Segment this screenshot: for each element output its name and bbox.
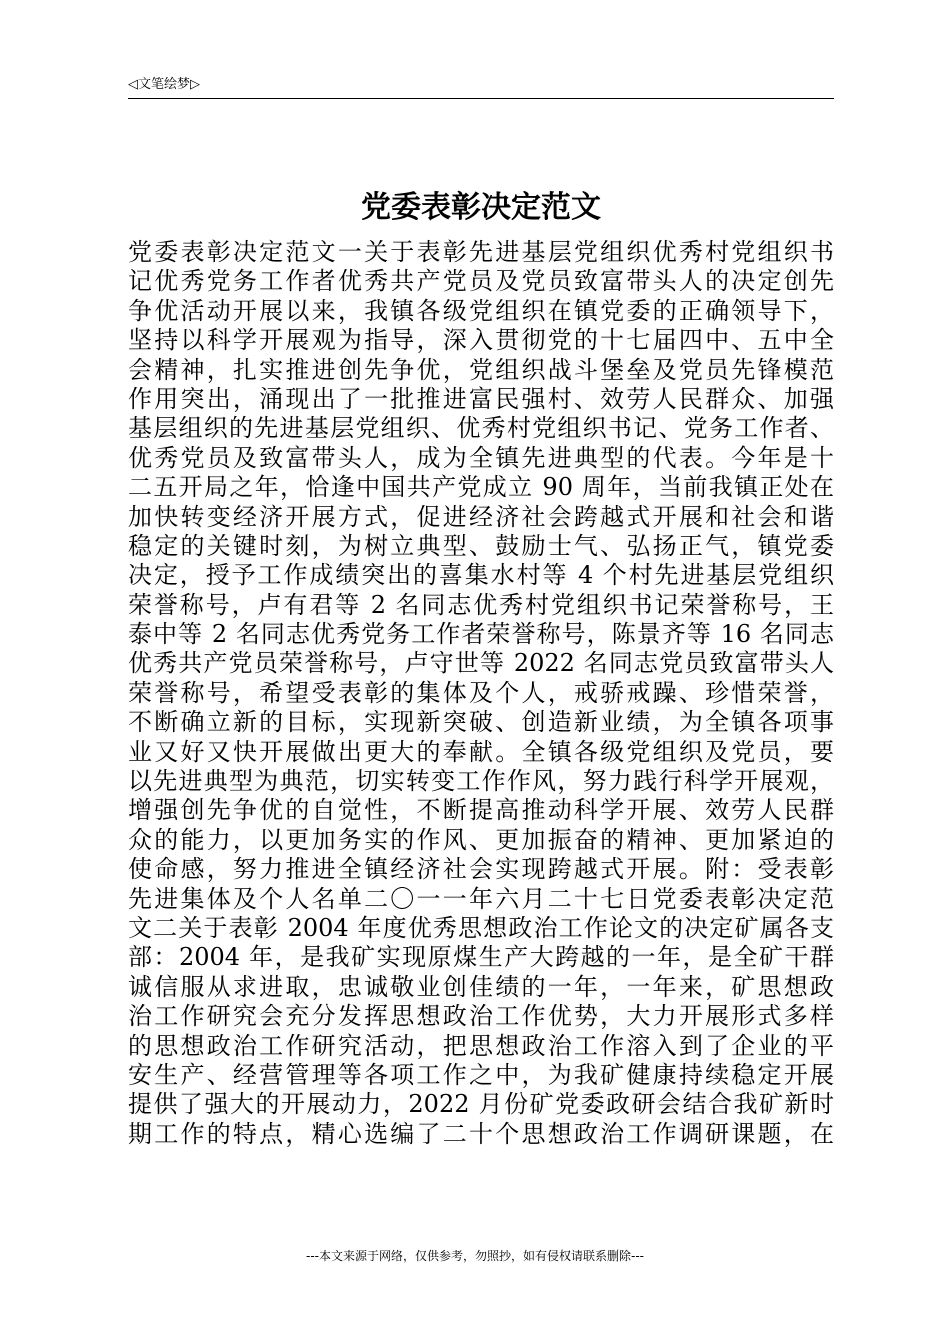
body-line: 加快转变经济开展方式，促进经济社会跨越式开展和社会和谐: [128, 502, 834, 531]
document-body: [128, 238, 834, 1149]
body-line: 荣誉称号，卢有君等 2 名同志优秀村党组织书记荣誉称号，王: [128, 590, 834, 619]
page-footer: ---本文来源于网络，仅供参考，勿照抄，如有侵权请联系删除---: [306, 1249, 644, 1263]
body-line: 增强创先争优的自觉性，不断提高推动科学开展、效劳人民群: [128, 796, 834, 825]
body-line: 以先进典型为典范，切实转变工作作风，努力践行科学开展观，: [128, 767, 834, 796]
body-line: 文二关于表彰 2004 年度优秀思想政治工作论文的决定矿属各支: [128, 913, 834, 942]
body-line: 先进集体及个人名单二〇一一年六月二十七日党委表彰决定范: [128, 884, 834, 913]
body-line: 二五开局之年，恰逢中国共产党成立 90 周年，当前我镇正处在: [128, 473, 834, 502]
body-line: 安生产、经营管理等各项工作之中，为我矿健康持续稳定开展: [128, 1060, 834, 1089]
body-line: 使命感，努力推进全镇经济社会实现跨越式开展。附：受表彰: [128, 855, 834, 884]
header-label: ◁文笔绘梦▷: [128, 77, 200, 92]
body-line: 优秀共产党员荣誉称号，卢守世等 2022 名同志党员致富带头人: [128, 649, 834, 678]
body-line: 优秀党员及致富带头人，成为全镇先进典型的代表。今年是十: [128, 443, 834, 472]
body-line: 提供了强大的开展动力，2022 月份矿党委政研会结合我矿新时: [128, 1090, 834, 1119]
body-line: 诚信服从求进取，忠诚敬业创佳绩的一年，一年来，矿思想政: [128, 972, 834, 1001]
body-line: 的思想政治工作研究活动，把思想政治工作溶入到了企业的平: [128, 1031, 834, 1060]
body-line: 不断确立新的目标，实现新突破、创造新业绩，为全镇各项事: [128, 708, 834, 737]
body-line: 泰中等 2 名同志优秀党务工作者荣誉称号，陈景齐等 16 名同志: [128, 620, 834, 649]
body-line: 基层组织的先进基层党组织、优秀村党组织书记、党务工作者、: [128, 414, 834, 443]
body-line: 会精神，扎实推进创先争优，党组织战斗堡垒及党员先锋模范: [128, 355, 834, 384]
body-line: 荣誉称号，希望受表彰的集体及个人，戒骄戒躁、珍惜荣誉，: [128, 678, 834, 707]
body-line: 党委表彰决定范文一关于表彰先进基层党组织优秀村党组织书: [128, 238, 834, 266]
body-line: 众的能力，以更加务实的作风、更加振奋的精神、更加紧迫的: [128, 825, 834, 854]
body-line: 作用突出，涌现出了一批推进富民强村、效劳人民群众、加强: [128, 384, 834, 413]
body-line: 争优活动开展以来，我镇各级党组织在镇党委的正确领导下，: [128, 296, 834, 325]
page-header: [128, 76, 834, 99]
document-title: 党委表彰决定范文: [361, 190, 601, 225]
body-line: 业又好又快开展做出更大的奉献。全镇各级党组织及党员，要: [128, 737, 834, 766]
body-line: 期工作的特点，精心选编了二十个思想政治工作调研课题，在: [128, 1119, 834, 1148]
body-line: 治工作研究会充分发挥思想政治工作优势，大力开展形式多样: [128, 1002, 834, 1031]
body-line: 记优秀党务工作者优秀共产党员及党员致富带头人的决定创先: [128, 267, 834, 296]
body-line: 部：2004 年，是我矿实现原煤生产大跨越的一年，是全矿干群: [128, 943, 834, 972]
body-line: 决定，授予工作成绩突出的喜集水村等 4 个村先进基层党组织: [128, 561, 834, 590]
body-line: 稳定的关键时刻，为树立典型、鼓励士气、弘扬正气，镇党委: [128, 531, 834, 560]
body-line: 坚持以科学开展观为指导，深入贯彻党的十七届四中、五中全: [128, 326, 834, 355]
